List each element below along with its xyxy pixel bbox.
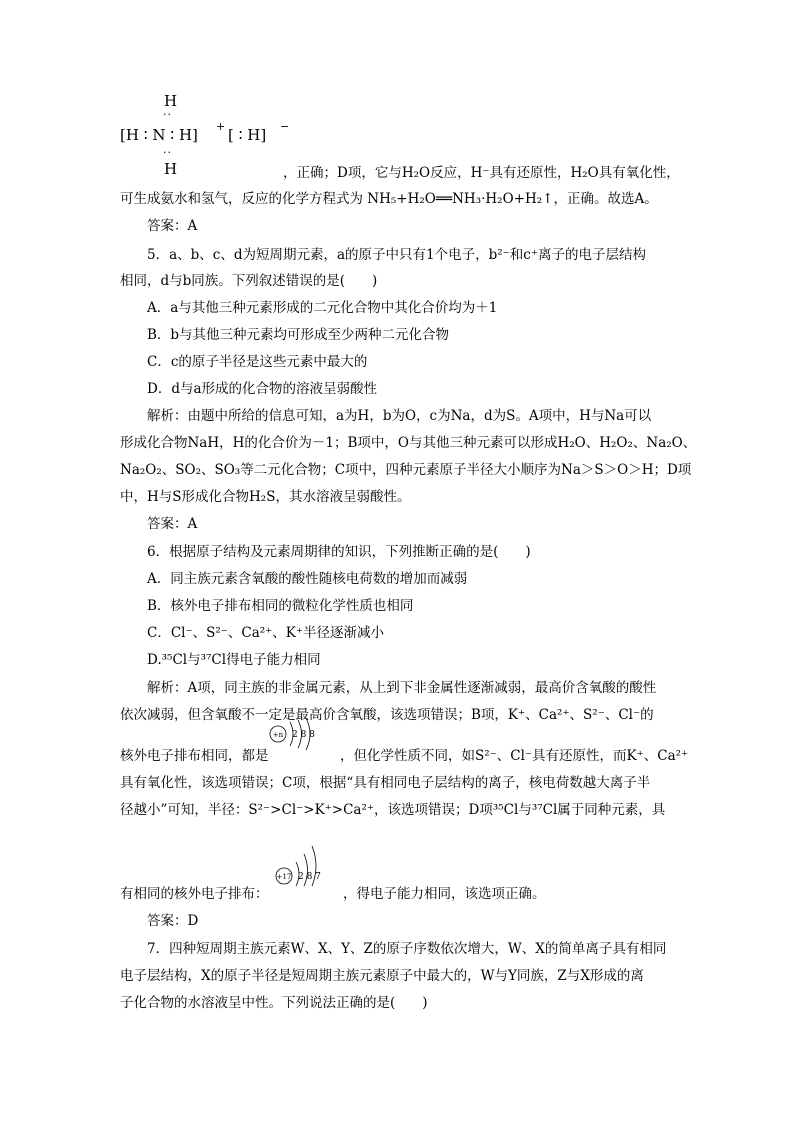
explanation-6: 解析：A项，同主族的非金属元素，从上到下非金属性逐渐减弱，最高价含氧酸的酸性 — [147, 680, 657, 696]
shell-nucleus: +17 — [276, 873, 292, 881]
text-line: 可生成氨水和氢气，反应的化学方程式为 NH₅+H₂O══NH₃·H₂O+H₂↑，正确。故选A。 — [120, 191, 658, 207]
question-7-stem: 7．四种短周期主族元素W、X、Y、Z的原子序数依次增大，W、X的简单离子具有相同 — [147, 941, 667, 957]
explanation-6: 径越小”可知，半径：S²⁻>Cl⁻>K⁺>Ca²⁺，该选项错误；D项³⁵Cl与³⁷Cl属于同种元素，具 — [120, 802, 666, 818]
explanation-6: 依次减弱，但含氧酸不一定是最高价含氧酸，该选项错误；B项，K⁺、Ca²⁺、S²⁻、Cl⁻的 — [120, 707, 654, 723]
question-7-stem: 电子层结构，X的原子半径是短周期主族元素原子中最大的，W与Y同族，Z与X形成的离 — [120, 968, 644, 984]
explanation-5: 形成化合物NaH，H的化合价为－1；B项中，O与其他三种元素可以形成H₂O、H₂O₂、Na₂O、 — [120, 435, 697, 451]
explanation-5: 解析：由题中所给的信息可知，a为H，b为O，c为Na，d为S。A项中，H与Na可以 — [147, 408, 652, 424]
lewis-main: [H ∶ N ∶ H] — [120, 126, 198, 144]
shell-electrons: 2 8 7 — [298, 872, 321, 882]
lewis-h-bottom: H — [164, 160, 178, 178]
question-6-option-b: B．核外电子排布相同的微粒化学性质也相同 — [147, 598, 414, 614]
answer-4: 答案：A — [147, 218, 198, 234]
shell-electrons: 2 8 8 — [292, 730, 315, 740]
lewis-dots-top: ·· — [163, 108, 172, 121]
explanation-5: Na₂O₂、SO₂、SO₃等二元化合物；C项中，四种元素原子半径大小顺序为Na＞S＞O＞H；D项 — [120, 462, 692, 478]
question-5-option-c: C．c的原子半径是这些元素中最大的 — [147, 354, 368, 370]
electron-shell-diagram — [274, 842, 344, 890]
explanation-6: 有相同的核外电子排布： — [120, 886, 269, 902]
lewis-dots-bottom: ·· — [163, 146, 172, 159]
explanation-6: ，但化学性质不同，如S²⁻、Cl⁻具有还原性，而K⁺、Ca²⁺ — [340, 748, 689, 764]
explanation-6: ，得电子能力相同，该选项正确。 — [343, 886, 546, 902]
question-6-option-c: C．Cl⁻、S²⁻、Ca²⁺、K⁺半径逐渐减小 — [147, 625, 385, 641]
question-5-stem: 相同，d与b同族。下列叙述错误的是( ) — [120, 273, 378, 289]
explanation-6: 核外电子排布相同，都是 — [120, 748, 269, 764]
lewis-minus: − — [280, 120, 290, 133]
lewis-bracket2: [ ∶ H] — [228, 126, 267, 144]
question-5-option-a: A．a与其他三种元素形成的二元化合物中其化合价均为＋1 — [147, 300, 498, 316]
text-line: ，正确；D项，它与H₂O反应，H⁻具有还原性，H₂O具有氧化性， — [283, 165, 680, 181]
question-7-stem: 子化合物的水溶液呈中性。下列说法正确的是( ) — [120, 995, 428, 1011]
answer-6: 答案：D — [147, 913, 199, 929]
answer-5: 答案：A — [147, 516, 198, 532]
question-6-option-a: A．同主族元素含氧酸的酸性随核电荷数的增加而减弱 — [147, 571, 468, 587]
lewis-plus: + — [216, 120, 226, 133]
shell-nucleus: +n — [272, 731, 284, 739]
question-5-option-b: B．b与其他三种元素均可形成至少两种二元化合物 — [147, 327, 450, 343]
question-5-option-d: D．d与a形成的化合物的溶液呈弱酸性 — [147, 381, 378, 397]
lewis-h-top: H — [164, 92, 178, 110]
explanation-5: 中，H与S形成化合物H₂S，其水溶液呈弱酸性。 — [120, 489, 411, 505]
question-5-stem: 5．a、b、c、d为短周期元素，a的原子中只有1个电子，b²⁻和c⁺离子的电子层结构 — [147, 247, 646, 263]
question-6-option-d: D.³⁵Cl与³⁷Cl得电子能力相同 — [147, 652, 321, 668]
question-6-stem: 6．根据原子结构及元素周期律的知识，下列推断正确的是( ) — [147, 544, 531, 560]
explanation-6: 具有氧化性，该选项错误；C项，根据“具有相同电子层结构的离子，核电荷数越大离子半 — [120, 775, 651, 791]
electron-shell-diagram — [268, 720, 338, 768]
